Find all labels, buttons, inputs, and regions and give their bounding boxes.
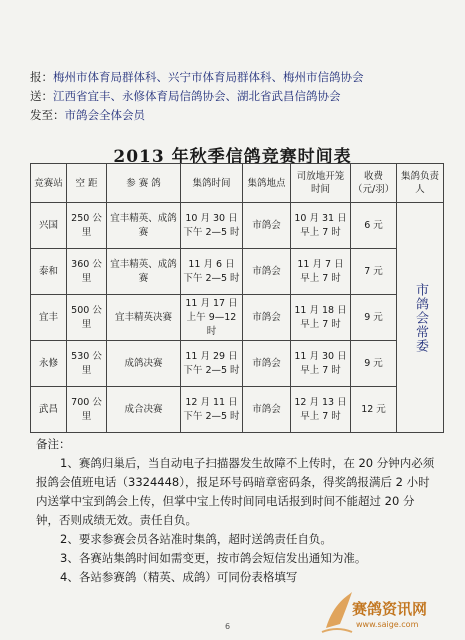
cell-distance: 360 公里 [67,249,107,295]
issue-to-line [30,106,450,125]
cell-collect-time: 11 月 29 日 下午 2—5 时 [181,341,243,387]
col-header-release-time: 司放地开笼时间 [291,164,351,203]
cell-place: 市鸽会 [243,203,291,249]
cell-collect-time: 11 月 17 日 上午 9—12 时 [181,295,243,341]
table-row [31,387,444,433]
cell-race: 成鸽决赛 [107,341,181,387]
col-header-race: 参 赛 鸽 [107,164,181,203]
table-row [31,341,444,387]
cell-place: 市鸽会 [243,387,291,433]
issue-to-label: 发至： [30,108,65,122]
cell-release-time: 10 月 31 日 早上 7 时 [291,203,351,249]
report-to-line [30,68,450,87]
cell-race: 宜丰精英、成鸽赛 [107,249,181,295]
notes-section [36,435,436,587]
col-header-station: 竞赛站 [31,164,67,203]
notes-title: 备注： [36,437,71,451]
cell-release-time: 11 月 30 日 早上 7 时 [291,341,351,387]
cell-fee: 9 元 [351,341,397,387]
cell-fee: 7 元 [351,249,397,295]
table-row [31,203,444,249]
cell-place: 市鸽会 [243,249,291,295]
table-row [31,249,444,295]
cell-station: 宜丰 [31,295,67,341]
send-to-label: 送： [30,89,53,103]
report-to-label: 报： [30,70,53,84]
cell-distance: 250 公里 [67,203,107,249]
recipients-block [30,68,450,125]
cell-distance: 500 公里 [67,295,107,341]
table-header-row [31,164,444,203]
document-title: 2013 年秋季信鸽竞赛时间表 [113,147,352,167]
cell-collect-time: 12 月 11 日 下午 2—5 时 [181,387,243,433]
cell-race: 宜丰精英、成鸽赛 [107,203,181,249]
page-number: 6 [225,622,231,631]
send-to-text: 江西省宜丰、永修体育局信鸽协会、湖北省武昌信鸽协会 [53,89,341,103]
cell-place: 市鸽会 [243,341,291,387]
cell-fee: 9 元 [351,295,397,341]
cell-station: 泰和 [31,249,67,295]
cell-fee: 12 元 [351,387,397,433]
col-header-place: 集鸽地点 [243,164,291,203]
race-schedule-table [30,163,444,433]
col-header-distance: 空 距 [67,164,107,203]
note-item: 3、各赛站集鸽时间如需变更，按市鸽会短信发出通知为准。 [60,551,367,565]
watermark-text: 赛鸽资讯网 [352,600,428,618]
col-header-collect-time: 集鸽时间 [181,164,243,203]
cell-release-time: 11 月 7 日 早上 7 时 [291,249,351,295]
table-row [31,295,444,341]
col-header-contact: 集鸽负责人 [397,164,444,203]
watermark-url: www.saige.com [356,620,419,629]
cell-contact: 市鸽会常委 [397,203,444,433]
cell-station: 兴国 [31,203,67,249]
cell-collect-time: 10 月 30 日 下午 2—5 时 [181,203,243,249]
cell-fee: 6 元 [351,203,397,249]
note-item: 2、要求参赛会员各站准时集鸽，超时送鸽责任自负。 [60,532,332,546]
cell-release-time: 11 月 18 日 早上 7 时 [291,295,351,341]
cell-station: 永修 [31,341,67,387]
cell-place: 市鸽会 [243,295,291,341]
cell-race: 成合决赛 [107,387,181,433]
cell-release-time: 12 月 13 日 早上 7 时 [291,387,351,433]
note-item: 1、赛鸽归巢后，当自动电子扫描器发生故障不上传时，在 20 分钟内必须报鸽会值班电话（3324448），报足环号码暗章密码条，得奖鸽报满后 2 小时内送掌中宝到鸽会上传，但掌中宝上传时间同电话报到时间不能超过 20 分钟，否则成绩无效。责任自负。 [36,456,435,527]
cell-race: 宜丰精英决赛 [107,295,181,341]
cell-collect-time: 11 月 6 日 下午 2—5 时 [181,249,243,295]
issue-to-text: 市鸽会全体会员 [64,108,145,122]
cell-distance: 700 公里 [67,387,107,433]
cell-distance: 530 公里 [67,341,107,387]
col-header-fee: 收费（元/羽） [351,164,397,203]
cell-station: 武昌 [31,387,67,433]
report-to-text: 梅州市体育局群体科、兴宁市体育局群体科、梅州市信鸽协会 [53,70,364,84]
note-item: 4、各站参赛鸽（精英、成鸽）可同份表格填写 [60,570,298,584]
send-to-line [30,87,450,106]
